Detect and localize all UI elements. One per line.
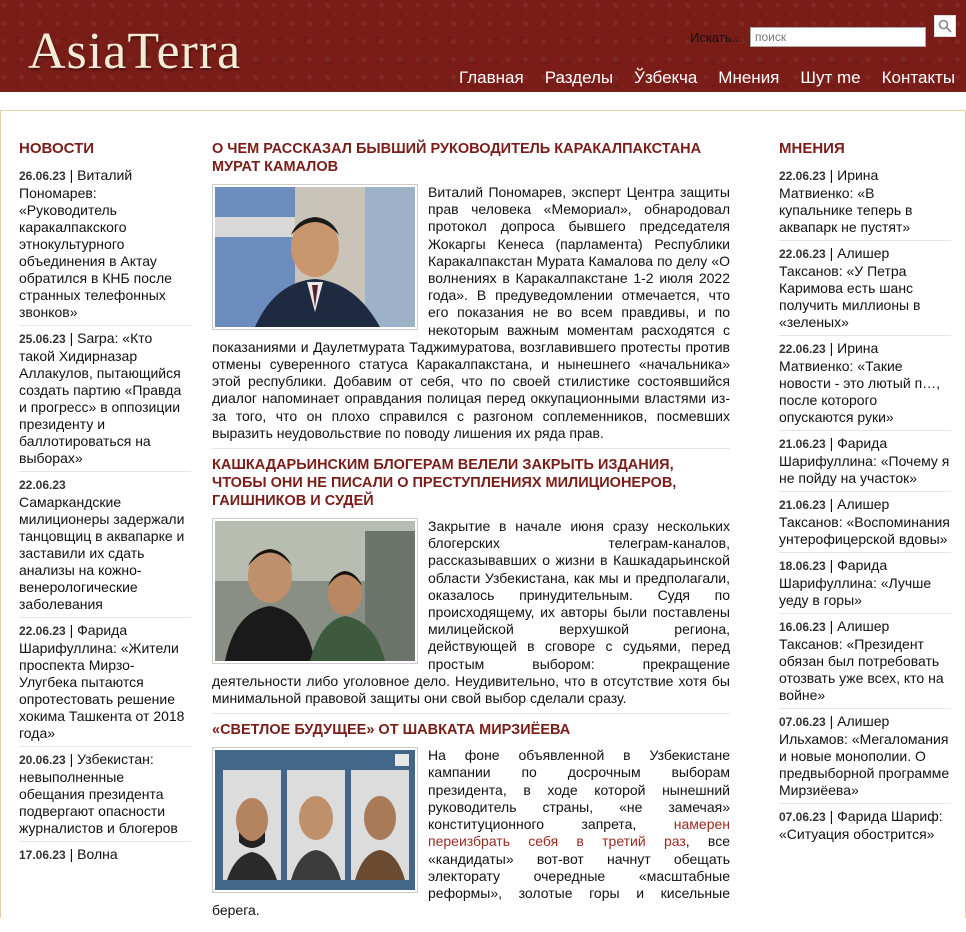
news-date: 22.06.23 [19, 624, 66, 638]
news-item[interactable]: 25.06.23 | Sarpa: «Кто такой Хидирназар Аллакулов, пытающийся создать партию «Правда и прогресс» в оппозиции президенту и баллотироваться на выборах» [19, 326, 191, 472]
search-button[interactable] [934, 15, 956, 37]
news-item[interactable]: 17.06.23 | Волна [19, 846, 118, 862]
opinion-item[interactable]: 07.06.23 | Алишер Ильхамов: «Мегаломания и новые монополии. О предвыборной программе Мирзиёева» [779, 709, 951, 804]
site-header [0, 0, 966, 92]
article [212, 721, 730, 925]
article-inline-link[interactable]: намерен переизбрать себя в третий раз [428, 816, 730, 850]
nav-contacts[interactable]: Контакты [881, 68, 956, 87]
search-input[interactable] [750, 27, 926, 47]
article-photo[interactable] [212, 747, 418, 893]
news-text[interactable]: Волна [77, 846, 118, 862]
opinion-text[interactable]: Алишер Ильхамов: «Мегаломания и новые монополии. О предвыборной программе Мирзиёева» [779, 713, 950, 798]
news-text[interactable]: Виталий Пономарев: «Руководитель каракалпакского этнокультурного объединения в Актау обратился в КНБ после странных телефонных звонков» [19, 167, 172, 320]
opinion-date: 21.06.23 [779, 437, 826, 451]
article-title[interactable]: «СВЕТЛОЕ БУДУЩЕЕ» ОТ ШАВКАТА МИРЗИЁЕВА [212, 722, 571, 739]
opinion-date: 22.06.23 [779, 247, 826, 261]
nav-uzbek[interactable]: Ўзбекча [634, 68, 698, 87]
news-text[interactable]: Самаркандские милиционеры задержали танцовщиц в аквапарке и заставили их сдать анализы на кожно-венерологические заболевания [19, 494, 185, 612]
article-photo[interactable] [212, 184, 418, 330]
article-title[interactable]: О ЧЕМ РАССКАЗАЛ БЫВШИЙ РУКОВОДИТЕЛЬ КАРАКАЛПАКСТАНА МУРАТ КАМАЛОВ [212, 141, 702, 175]
opinions-column [779, 140, 951, 847]
news-column [19, 140, 191, 868]
nav-opinions[interactable]: Мнения [718, 68, 780, 87]
article [212, 140, 730, 449]
article-photo[interactable] [212, 518, 418, 664]
opinion-text[interactable]: Фарида Шарифуллина: «Лучше уеду в горы» [779, 557, 932, 608]
opinion-item[interactable]: 18.06.23 | Фарида Шарифуллина: «Лучше уеду в горы» [779, 553, 951, 614]
bloggers-image [215, 521, 415, 661]
article-title[interactable]: КАШКАДАРЬИНСКИМ БЛОГЕРАМ ВЕЛЕЛИ ЗАКРЫТЬ ИЗДАНИЯ, ЧТОБЫ ОНИ НЕ ПИСАЛИ О ПРЕСТУПЛЕНИЯХ МИЛИЦИОНЕРОВ, ГАИШНИКОВ И СУДЕЙ [212, 457, 677, 510]
opinion-text[interactable]: Ирина Матвиенко: «В купальнике теперь в аквапарк не пустят» [779, 167, 913, 235]
opinion-date: 18.06.23 [779, 559, 826, 573]
opinion-item[interactable]: 21.06.23 | Фарида Шарифуллина: «Почему я не пойду на участок» [779, 431, 951, 492]
news-heading: НОВОСТИ [19, 140, 95, 157]
opinion-date: 21.06.23 [779, 498, 826, 512]
news-text[interactable]: Фарида Шарифуллина: «Жители проспекта Мирзо-Улугбека пытаются опротестовать решение хокима Ташкента от 2018 года» [19, 622, 185, 741]
nav-shut-me[interactable]: Шут me [800, 68, 861, 87]
opinion-item[interactable]: 07.06.23 | Фарида Шариф: «Ситуация обострится» [779, 808, 943, 842]
article-text-part: , все «кандидаты» вот-вот начнут обещать электорату очередные «масштабные реформы», золотые горы и кисельные берега. [212, 833, 730, 919]
news-item[interactable]: 22.06.23 | Фарида Шарифуллина: «Жители проспекта Мирзо-Улугбека пытаются опротестовать решение хокима Ташкента от 2018 года» [19, 618, 191, 747]
search-label: Искать... [690, 30, 743, 45]
article-text: Закрытие в начале июня сразу нескольких блогерских телеграм-каналов, рассказывавших о жизни в Кашкадарьинской области Узбекистана, как мы и предполагали, оказалось принудительным. Судя по происходящему, их авторы были поставлены милицейской верхушкой региона, действующей в сговоре с судьями, перед простым выбором: прекращение деятельности либо уголовное дело. Неудивительно, что в отсутствие хотя бы минимальной правовой защиты они свой выбор сделали сразу. [212, 518, 730, 707]
opinion-text[interactable]: Алишер Таксанов: «У Петра Каримова есть шанс получить миллионы в «зеленых» [779, 245, 921, 330]
news-item[interactable] [19, 472, 191, 618]
opinion-date: 07.06.23 [779, 810, 826, 824]
mugshots-image [215, 750, 415, 890]
news-text[interactable]: Узбекистан: невыполненные обещания президента подвергают опасности журналистов и блогеров [19, 751, 178, 836]
opinion-text[interactable]: Ирина Матвиенко: «Такие новости - это лютый п…, после которого опускаются руки» [779, 340, 941, 425]
opinion-date: 22.06.23 [779, 169, 826, 183]
news-date: 26.06.23 [19, 169, 66, 183]
site-logo[interactable]: AsiaTerra [28, 23, 242, 80]
search-icon [938, 19, 952, 33]
opinion-text[interactable]: Фарида Шарифуллина: «Почему я не пойду на участок» [779, 435, 950, 486]
article-text-part: На фоне объявленной в Узбекистане кампании по досрочным выборам президента, в ходе которой нынешний руководитель страны, «не замечая» конституционного запрета, [428, 747, 730, 833]
article [212, 456, 730, 714]
news-date: 17.06.23 [19, 848, 66, 862]
opinion-item[interactable]: 22.06.23 | Ирина Матвиенко: «Такие новости - это лютый п…, после которого опускаются руки» [779, 336, 951, 431]
opinion-item[interactable]: 22.06.23 | Ирина Матвиенко: «В купальнике теперь в аквапарк не пустят» [779, 163, 951, 241]
nav-home[interactable]: Главная [459, 68, 524, 87]
opinion-text[interactable]: Алишер Таксанов: «Президент обязан был потребовать отозвать уже всех, кто на войне» [779, 618, 944, 703]
news-date: 22.06.23 [19, 478, 66, 492]
opinion-item[interactable]: 22.06.23 | Алишер Таксанов: «У Петра Каримова есть шанс получить миллионы в «зеленых» [779, 241, 951, 336]
opinions-heading: МНЕНИЯ [779, 140, 845, 157]
opinion-date: 16.06.23 [779, 620, 826, 634]
news-text[interactable]: Sarpa: «Кто такой Хидирназар Аллакулов, пытающийся создать партию «Правда и прогресс» в оппозиции президенту и баллотироваться на выборах» [19, 330, 182, 466]
main-nav [459, 68, 955, 88]
nav-sections[interactable]: Разделы [544, 68, 614, 87]
opinion-item[interactable]: 16.06.23 | Алишер Таксанов: «Президент обязан был потребовать отозвать уже всех, кто на войне» [779, 614, 951, 709]
news-date: 20.06.23 [19, 753, 66, 767]
opinion-text[interactable]: Алишер Таксанов: «Воспоминания унтерофицерской вдовы» [779, 496, 950, 547]
news-item[interactable]: 20.06.23 | Узбекистан: невыполненные обещания президента подвергают опасности журналистов и блогеров [19, 747, 191, 842]
main-column [212, 140, 730, 932]
portrait-image [215, 187, 415, 327]
news-item[interactable]: 26.06.23 | Виталий Пономарев: «Руководитель каракалпакского этнокультурного объединения в Актау обратился в КНБ после странных телефонных звонков» [19, 163, 191, 326]
opinion-text[interactable]: Фарида Шариф: «Ситуация обострится» [779, 808, 943, 842]
opinion-date: 07.06.23 [779, 715, 826, 729]
opinion-date: 22.06.23 [779, 342, 826, 356]
news-date: 25.06.23 [19, 332, 66, 346]
opinion-item[interactable]: 21.06.23 | Алишер Таксанов: «Воспоминания унтерофицерской вдовы» [779, 492, 951, 553]
article-text: Виталий Пономарев, эксперт Центра защиты прав человека «Мемориал», обнародовал протокол допроса бывшего председателя Жокаргы Кенеса (парламента) Республики Каракалпакстан Мурата Камалова по делу «О волнениях в Каракалпакстане 1-2 июля 2022 года». В предуведомлении отмечается, что его показания не во всем правдивы, и по некоторым важным моментам расходятся с показаниями и Даулетмурата Таджимуратова, возглавившего протесты против отмены суверенного статуса Каракалпакстана, и нынешнего «начальника» этой республики. Добавим от себя, что по своей стилистике состоявшийся диалог напоминает оправдания полицая перед оккупационными властями из-за того, что он плохо справился с разгоном соплеменников, посмевших выразить неудовольствие по поводу лишения их ряда прав. [212, 184, 730, 441]
